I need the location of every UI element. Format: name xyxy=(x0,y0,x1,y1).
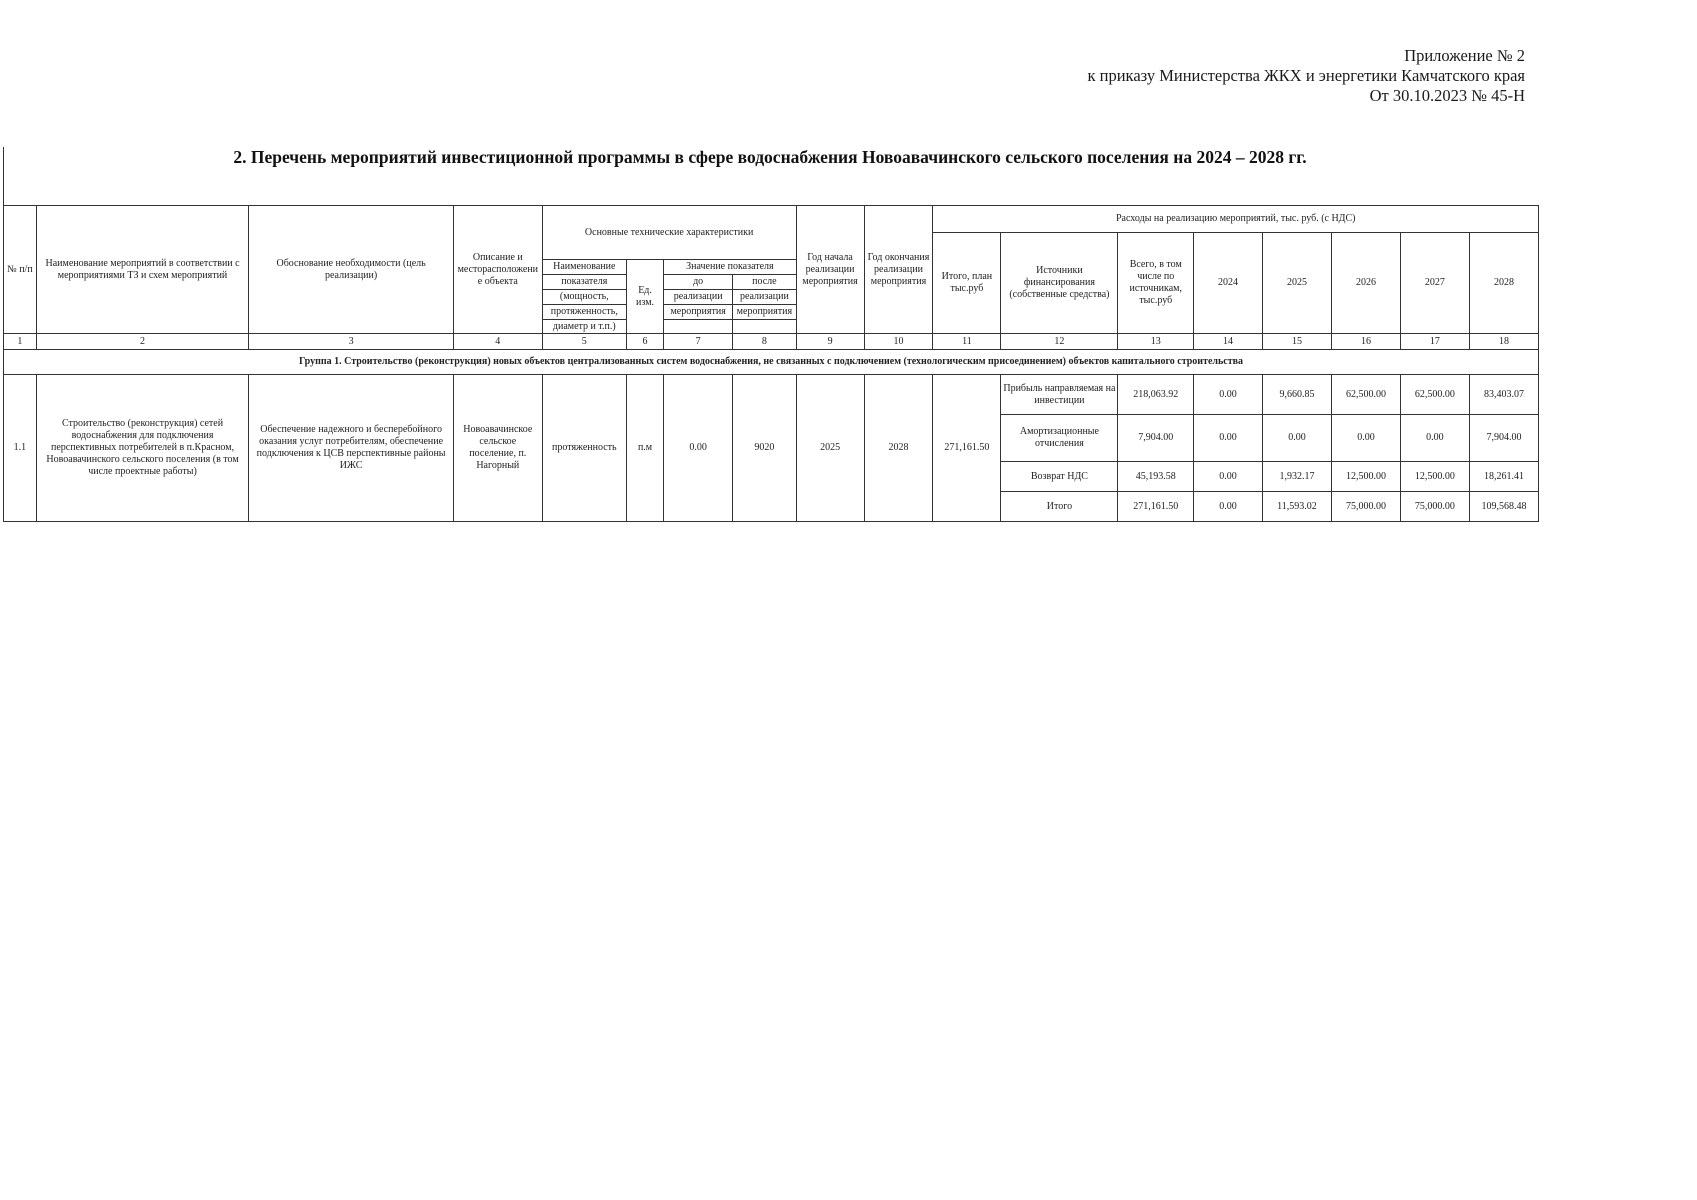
funding-2025: 1,932.17 xyxy=(1262,462,1331,492)
tech-characteristics-header: Основные технические характеристики xyxy=(542,206,796,260)
funding-2024: 0.00 xyxy=(1194,492,1263,522)
costs-header: Расходы на реализацию мероприятий, тыс. руб. (с НДС) xyxy=(933,206,1539,233)
funding-2024: 0.00 xyxy=(1194,375,1263,415)
funding-source: Возврат НДС xyxy=(1001,462,1118,492)
document-title: 2. Перечень мероприятий инвестиционной программы в сфере водоснабжения Новоавачинского сельского поселения на 2024 – 2028 гг. xyxy=(233,147,1307,167)
column-number: 9 xyxy=(796,334,864,350)
column-number: 4 xyxy=(453,334,542,350)
column-number: 7 xyxy=(664,334,733,350)
col-description-header: Описание и месторасположени е объекта xyxy=(453,206,542,334)
funding-2026: 12,500.00 xyxy=(1331,462,1400,492)
investment-program-table xyxy=(3,205,1539,522)
col-unit-header: Ед. изм. xyxy=(626,260,663,334)
funding-2028: 7,904.00 xyxy=(1469,415,1538,462)
funding-2028: 109,568.48 xyxy=(1469,492,1538,522)
before-header-line: до xyxy=(664,275,733,290)
col-year-2024-header: 2024 xyxy=(1194,233,1263,334)
column-number: 16 xyxy=(1331,334,1400,350)
item-row xyxy=(4,375,1539,415)
indicator-value-header: Значение показателя xyxy=(664,260,796,275)
item-justification: Обеспечение надежного и бесперебойного оказания услуг потребителям, обеспечение подключения к ЦСВ перспективные районы ИЖС xyxy=(249,375,454,522)
item-year-start: 2025 xyxy=(796,375,864,522)
column-number: 10 xyxy=(864,334,933,350)
annex-order: к приказу Министерства ЖКХ и энергетики Камчатского края xyxy=(1087,66,1525,85)
indicator-name-line: протяженность, xyxy=(542,305,626,320)
col-justification-header: Обоснование необходимости (цель реализации) xyxy=(249,206,454,334)
annex-date: От 30.10.2023 № 45-Н xyxy=(1369,86,1525,105)
column-number: 12 xyxy=(1001,334,1118,350)
item-before-value: 0.00 xyxy=(664,375,733,522)
funding-2025: 0.00 xyxy=(1262,415,1331,462)
col-year-2025-header: 2025 xyxy=(1262,233,1331,334)
funding-2028: 83,403.07 xyxy=(1469,375,1538,415)
col-all-sources-header: Всего, в том числе по источникам, тыс.руб xyxy=(1118,233,1194,334)
funding-total: 45,193.58 xyxy=(1118,462,1194,492)
funding-source: Прибыль направляемая на инвестиции xyxy=(1001,375,1118,415)
indicator-name-line: показателя xyxy=(542,275,626,290)
funding-2026: 75,000.00 xyxy=(1331,492,1400,522)
before-header-line: мероприятия xyxy=(664,305,733,320)
funding-2026: 0.00 xyxy=(1331,415,1400,462)
after-header-line: после xyxy=(733,275,797,290)
funding-2028: 18,261.41 xyxy=(1469,462,1538,492)
funding-total: 271,161.50 xyxy=(1118,492,1194,522)
col-year-2027-header: 2027 xyxy=(1400,233,1469,334)
item-num: 1.1 xyxy=(4,375,37,522)
column-number: 1 xyxy=(4,334,37,350)
column-number: 5 xyxy=(542,334,626,350)
funding-2027: 0.00 xyxy=(1400,415,1469,462)
funding-2027: 12,500.00 xyxy=(1400,462,1469,492)
column-number: 3 xyxy=(249,334,454,350)
column-number: 18 xyxy=(1469,334,1538,350)
annex-number: Приложение № 2 xyxy=(1404,46,1525,65)
annex-header xyxy=(1088,46,1526,106)
item-description: Новоавачинское сельское поселение, п. Нагорный xyxy=(453,375,542,522)
funding-2025: 9,660.85 xyxy=(1262,375,1331,415)
col-year-2028-header: 2028 xyxy=(1469,233,1538,334)
column-number: 11 xyxy=(933,334,1001,350)
column-number: 2 xyxy=(36,334,248,350)
col-name-header: Наименование мероприятий в соответствии с мероприятиями ТЗ и схем мероприятий xyxy=(36,206,248,334)
item-after-value: 9020 xyxy=(733,375,797,522)
funding-source: Итого xyxy=(1001,492,1118,522)
funding-2026: 62,500.00 xyxy=(1331,375,1400,415)
funding-2027: 62,500.00 xyxy=(1400,375,1469,415)
column-numbers-row xyxy=(4,334,1539,350)
col-sources-header: Источники финансирования (собственные средства) xyxy=(1001,233,1118,334)
indicator-name-line: (мощность, xyxy=(542,290,626,305)
indicator-name-line: диаметр и т.п.) xyxy=(542,320,626,334)
group-row xyxy=(4,350,1539,375)
group-title: Группа 1. Строительство (реконструкция) новых объектов централизованных систем водоснабжения, не связанных с подключением (технологическим присоединением) объектов капитального строительства xyxy=(4,350,1539,375)
before-header-blank xyxy=(664,320,733,334)
item-indicator: протяженность xyxy=(542,375,626,522)
after-header-line: мероприятия xyxy=(733,305,797,320)
funding-2025: 11,593.02 xyxy=(1262,492,1331,522)
item-unit: п.м xyxy=(626,375,663,522)
funding-total: 7,904.00 xyxy=(1118,415,1194,462)
column-number: 6 xyxy=(626,334,663,350)
item-name: Строительство (реконструкция) сетей водоснабжения для подключения перспективных потребителей в п.Красном, Новоавачинского сельского поселения (в том числе проектные работы) xyxy=(36,375,248,522)
column-number: 8 xyxy=(733,334,797,350)
col-total-plan-header: Итого, план тыс.руб xyxy=(933,233,1001,334)
column-number: 13 xyxy=(1118,334,1194,350)
after-header-blank xyxy=(733,320,797,334)
item-total-plan: 271,161.50 xyxy=(933,375,1001,522)
funding-2024: 0.00 xyxy=(1194,415,1263,462)
after-header-line: реализации xyxy=(733,290,797,305)
col-year-start-header: Год начала реализации мероприятия xyxy=(796,206,864,334)
before-header-line: реализации xyxy=(664,290,733,305)
funding-source: Амортизационные отчисления xyxy=(1001,415,1118,462)
col-year-end-header: Год окончания реализации мероприятия xyxy=(864,206,933,334)
indicator-name-line: Наименование xyxy=(542,260,626,275)
funding-2027: 75,000.00 xyxy=(1400,492,1469,522)
column-number: 17 xyxy=(1400,334,1469,350)
funding-total: 218,063.92 xyxy=(1118,375,1194,415)
col-year-2026-header: 2026 xyxy=(1331,233,1400,334)
funding-2024: 0.00 xyxy=(1194,462,1263,492)
col-num-header: № п/п xyxy=(4,206,37,334)
header-row-costs xyxy=(4,206,1539,233)
column-number: 15 xyxy=(1262,334,1331,350)
item-year-end: 2028 xyxy=(864,375,933,522)
column-number: 14 xyxy=(1194,334,1263,350)
